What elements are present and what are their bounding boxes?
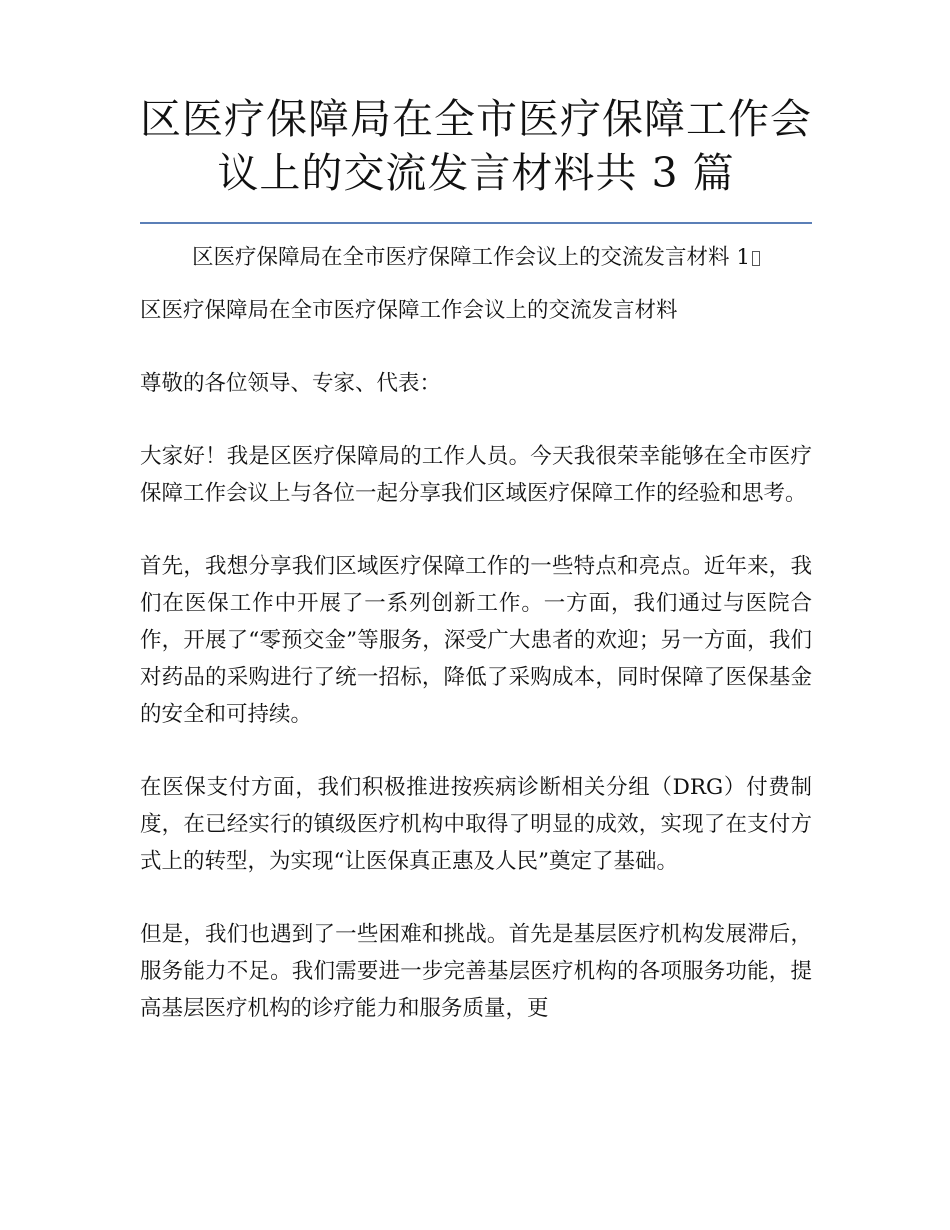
paragraph-highlights: 首先，我想分享我们区域医疗保障工作的一些特点和亮点。近年来，我们在医保工作中开展了一系列创新工作。一方面，我们通过与医院合作，开展了“零预交金”等服务，深受广大患者的欢迎；另一方面，我们对药品的采购进行了统一招标，降低了采购成本，同时保障了医保基金的安全和可持续。 xyxy=(140,554,812,727)
missing-glyph-icon xyxy=(752,251,760,266)
paragraph-salutation: 尊敬的各位领导、专家、代表： xyxy=(140,371,442,396)
title-divider xyxy=(140,222,812,224)
document-title xyxy=(140,92,812,200)
paragraph-drg-payment: 在医保支付方面，我们积极推进按疾病诊断相关分组（DRG）付费制度，在已经实行的镇级医疗机构中取得了明显的成效，实现了在支付方式上的转型，为实现“让医保真正惠及人民”奠定了基础。 xyxy=(140,775,812,874)
document-body xyxy=(140,292,812,1063)
paragraph-challenges: 但是，我们也遇到了一些困难和挑战。首先是基层医疗机构发展滞后，服务能力不足。我们需要进一步完善基层医疗机构的各项服务功能，提高基层医疗机构的诊疗能力和服务质量，更 xyxy=(140,922,812,1021)
title-line-1: 区医疗保障局在全市医疗保障工作会 xyxy=(140,95,812,143)
paragraph-heading: 区医疗保障局在全市医疗保障工作会议上的交流发言材料 xyxy=(140,298,678,323)
section-subtitle xyxy=(140,243,812,273)
subtitle-text: 区医疗保障局在全市医疗保障工作会议上的交流发言材料 1 xyxy=(191,245,751,270)
paragraph-greeting: 大家好！我是区医疗保障局的工作人员。今天我很荣幸能够在全市医疗保障工作会议上与各位一起分享我们区域医疗保障工作的经验和思考。 xyxy=(140,444,812,506)
title-line-2: 议上的交流发言材料共 3 篇 xyxy=(217,149,735,197)
